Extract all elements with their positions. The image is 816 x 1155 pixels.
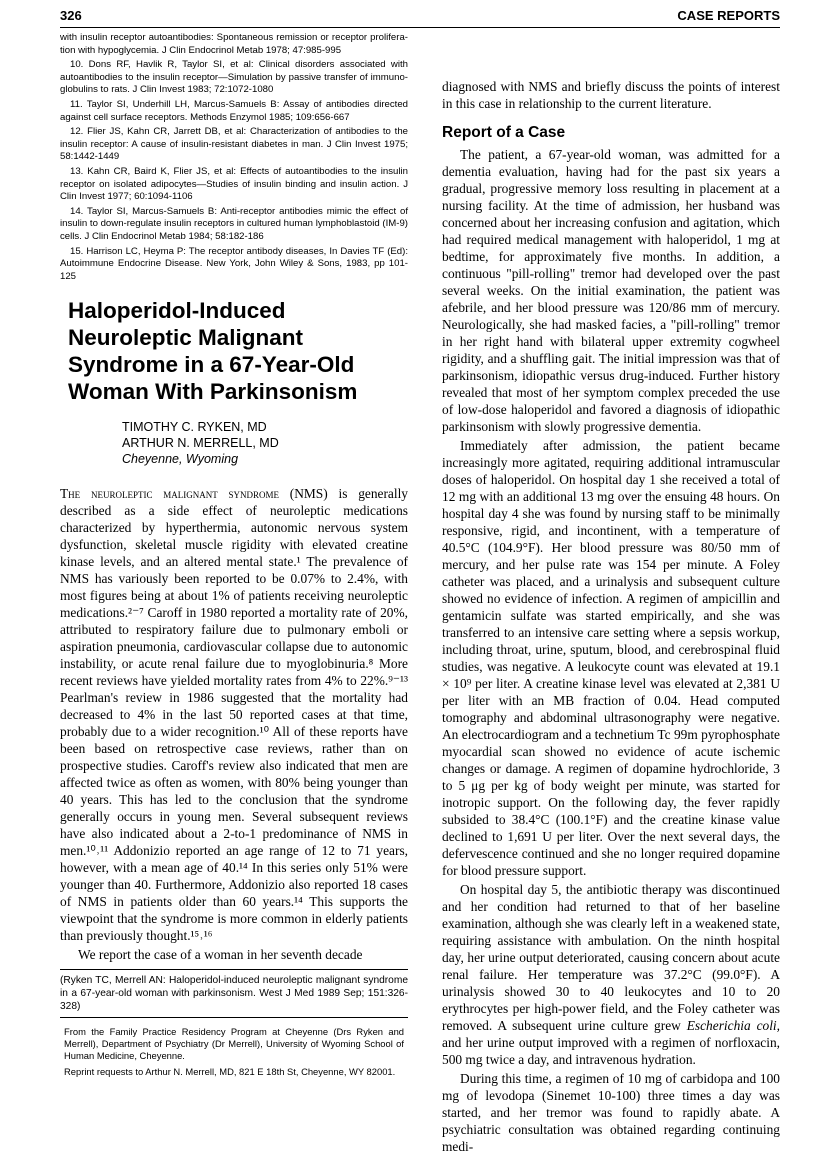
affiliation-footnote: From the Family Practice Residency Program at Cheyenne (Drs Ryken and Merrell), Department of Psychiatry (Dr Merrell), University of Wyoming School of Human Medicine, Cheyenne.	[64, 1026, 404, 1062]
reference-item: with insulin receptor autoantibodies: Spontaneous remission or receptor prolifera-tion with hypoglycemia. J Clin Endocrinol Metab 1978; 47:985-995	[60, 32, 408, 56]
citation-bottom-rule	[60, 1017, 408, 1018]
reference-item: 15. Harrison LC, Heyma P: The receptor antibody diseases, In Davies TF (Ed): Autoimmune Endocrine Disease. New York, John Wiley & Sons, 1983, pp 101-125	[60, 245, 408, 282]
article-title: Haloperidol-Induced Neuroleptic Malignant Syndrome in a 67-Year-Old Woman With Parkinsonism	[68, 298, 358, 405]
left-column	[60, 32, 408, 1078]
intro-continuation: diagnosed with NMS and briefly discuss the points of interest in this case in relationship to the current literature.	[442, 79, 780, 111]
case-paragraph-4: During this time, a regimen of 10 mg of carbidopa and 100 mg of levodopa (Sinemet 10-100) three times a day was started, and her tremor was found to rapidly abate. A psychiatric consultation was obtained regarding continuing medi-	[442, 1071, 780, 1154]
author-name: ARTHUR N. MERRELL, MD	[122, 436, 279, 451]
page-header	[60, 8, 780, 28]
case-paragraph-2: Immediately after admission, the patient became increasingly more agitated, requiring additional intramuscular doses of haloperidol. On hospital day 1 she received a total of 12 mg with an additional 13 mg over the ensuing 48 hours. On hospital day 4 she was found by nursing staff to be minimally responsive, rigid, and incontinent, with a temperature of 40.5°C (104.9°F). Her blood pressure was 80/50 mm of mercury, and her pulse rate was 154 per minute. A Foley catheter was placed, and a urinalysis and subsequent culture showed no evidence of infection. A regimen of ampicillin and gentamicin sulfate was started empirically, and she was transferred to an intensive care setting where a sepsis workup, including throat, urine, sputum, blood, and cerebrospinal fluid studies, was negative. A leukocyte count was elevated at 19.1 × 10⁹ per liter. A creatine kinase level was elevated at 2,381 U per liter with an MB fraction of 0.04. Head computed tomography and abdominal ultrasonography were negative. An electrocardiogram and a technetium Tc 99m pyrophosphate myocardial scan showed no evidence of acute ischemic changes or damage. A regimen of dopamine hydrochloride, 3 to 5 μg per kg of body weight per minute, was started for inotropic support. On the following day, the fever rapidly subsided to 38.4°C (100.1°F) and the creatine kinase value declined to 1,691 U per liter. Over the next several days, the defervescence continued and she no longer required dopamine for blood pressure support.	[442, 438, 780, 878]
citation-box: (Ryken TC, Merrell AN: Haloperidol-induced neuroleptic malignant syndrome in a 67-year-old woman with parkinsonism. West J Med 1989 Sep; 151:326-328)	[60, 975, 408, 1013]
intro-paragraph-2: We report the case of a woman in her seventh decade	[78, 947, 363, 963]
case-paragraph-3	[442, 881, 780, 1068]
case-paragraph-3-text-end: and her urine output improved with a regimen of norfloxacin, 500 mg twice a day, and intravenous hydration.	[442, 1035, 780, 1067]
organism-name: Escherichia coli,	[686, 1018, 780, 1033]
intro-paragraph	[60, 485, 408, 944]
section-heading: Report of a Case	[442, 124, 566, 141]
author-name: TIMOTHY C. RYKEN, MD	[122, 420, 267, 435]
case-paragraph-3-text: On hospital day 5, the antibiotic therapy was discontinued and her condition had returned to that of her baseline examination, although she was clearly left in a weakened state, requiring assistance with ambulation. On the ninth hospital day, her urine output deteriorated, causing concern about acute renal failure. Her temperature was 37.2°C (99.0°F). A urinalysis showed 30 to 40 leukocytes and 10 to 20 erythrocytes per high-power field, and the Foley catheter was removed. A subsequent urine culture grew	[442, 882, 780, 1033]
intro-lead-words: The neuroleptic malignant syndrome	[60, 486, 279, 502]
reference-item: 13. Kahn CR, Baird K, Flier JS, et al: Effects of autoantibodies to the insulin receptor on isolated adipocytes—Studies of insulin binding and insulin action. J Clin Invest 1977; 60:1094-1106	[60, 165, 408, 203]
intro-text: (NMS) is generally described as a side effect of neuroleptic medications characterized by hyperthermia, autonomic nervous system dysfunction, skeletal muscle rigidity with elevated creatine kinase levels, and an altered mental state.¹ The prevalence of NMS has variously been reported to be 0.07% to 2.4%, with most figures being at about 1% of patients receiving neuroleptic medications.²⁻⁷ Caroff in 1980 reported a mortality rate of 20%, attributed to respiratory failure due to pulmonary emboli or aspiration pneumonia, cardiovascular collapse due to autonomic instability, or acute renal failure due to myoglobinuria.⁸ More recent reviews have yielded mortality rates from 4% to 22%.⁹⁻¹³ Pearlman's review in 1986 suggested that the mortality had decreased to 4% in the last 50 reported cases at that time, probably due to a wider recognition.¹⁰ All of these reports have been based on retrospective case reviews, rather than on prospective studies. Caroff's review also indicated that men are affected twice as often as women, with 80% being younger than 40 years. This has led to the conclusion that the syndrome generally occurs in young men. Several subsequent reviews have also indicated about a 2-to-1 predominance of NMS in men.¹⁰˒¹¹ Addonizio reported an age range of 12 to 71 years, however, with a mean age of 40.¹⁴ In this series only 51% were younger than 40. Furthermore, Addonizio also reported 18 cases of NMS in patients older than 60 years.¹⁴ This supports the viewpoint that the syndrome is more common in elderly patients than previously thought.¹⁵˒¹⁶	[60, 486, 409, 944]
reprint-footnote: Reprint requests to Arthur N. Merrell, MD, 821 E 18th St, Cheyenne, WY 82001.	[64, 1066, 396, 1078]
reference-list	[60, 32, 408, 283]
reference-item: 14. Taylor SI, Marcus-Samuels B: Anti-receptor antibodies mimic the effect of insulin to down-regulate insulin receptors in cultured human lymphoblastoid (IM-9) cells. J Clin Endocrinol Metab 1984; 58:182-186	[60, 205, 408, 242]
reference-item: 10. Dons RF, Havlik R, Taylor SI, et al: Clinical disorders associated with autoantibodies to the insulin receptor—Simulation by passive transfer of immuno-globulins to rats. J Clin Invest 1983; 72:1072-1080	[60, 59, 408, 96]
author-location: Cheyenne, Wyoming	[122, 452, 239, 467]
section-label: CASE REPORTS	[677, 8, 780, 23]
reference-item: 11. Taylor SI, Underhill LH, Marcus-Samuels B: Assay of antibodies directed against cell surface receptors. Methods Enzymol 1985; 109:656-667	[60, 98, 408, 123]
reference-item: 12. Flier JS, Kahn CR, Jarrett DB, et al: Characterization of antibodies to the insulin receptor: A cause of insulin-resistant diabetes in man. J Clin Invest 1975; 58:1442-1449	[60, 126, 408, 163]
case-paragraph-1: The patient, a 67-year-old woman, was admitted for a dementia evaluation, having had for the past six years a gradual, progressive memory loss resulting in placement at a nursing facility. At the time of admission, her husband was concerned about her increasing confusion and agitation, which had required medical management with haloperidol, 1 mg at bedtime, for approximately five months. In addition, a continuous "pill-rolling" tremor had developed over the past several weeks. On the initial examination, the patient was afebrile, and her blood pressure was 120/86 mm of mercury. Neurologically, she had masked facies, a "pill-rolling" tremor in her right hand with bilateral upper extremity cogwheel rigidity, and a shuffling gait. The initial impression was that of parkinsonism, idiopathic versus drug-induced. Further history revealed that most of her symptom complex preceded the use of low-dose haloperidol and favored a diagnosis of idiopathic parkinsonism with slowly progressive dementia.	[442, 147, 780, 434]
header-rule	[60, 27, 780, 28]
right-column	[442, 78, 780, 1155]
page-number: 326	[60, 8, 82, 23]
author-block	[122, 419, 408, 467]
